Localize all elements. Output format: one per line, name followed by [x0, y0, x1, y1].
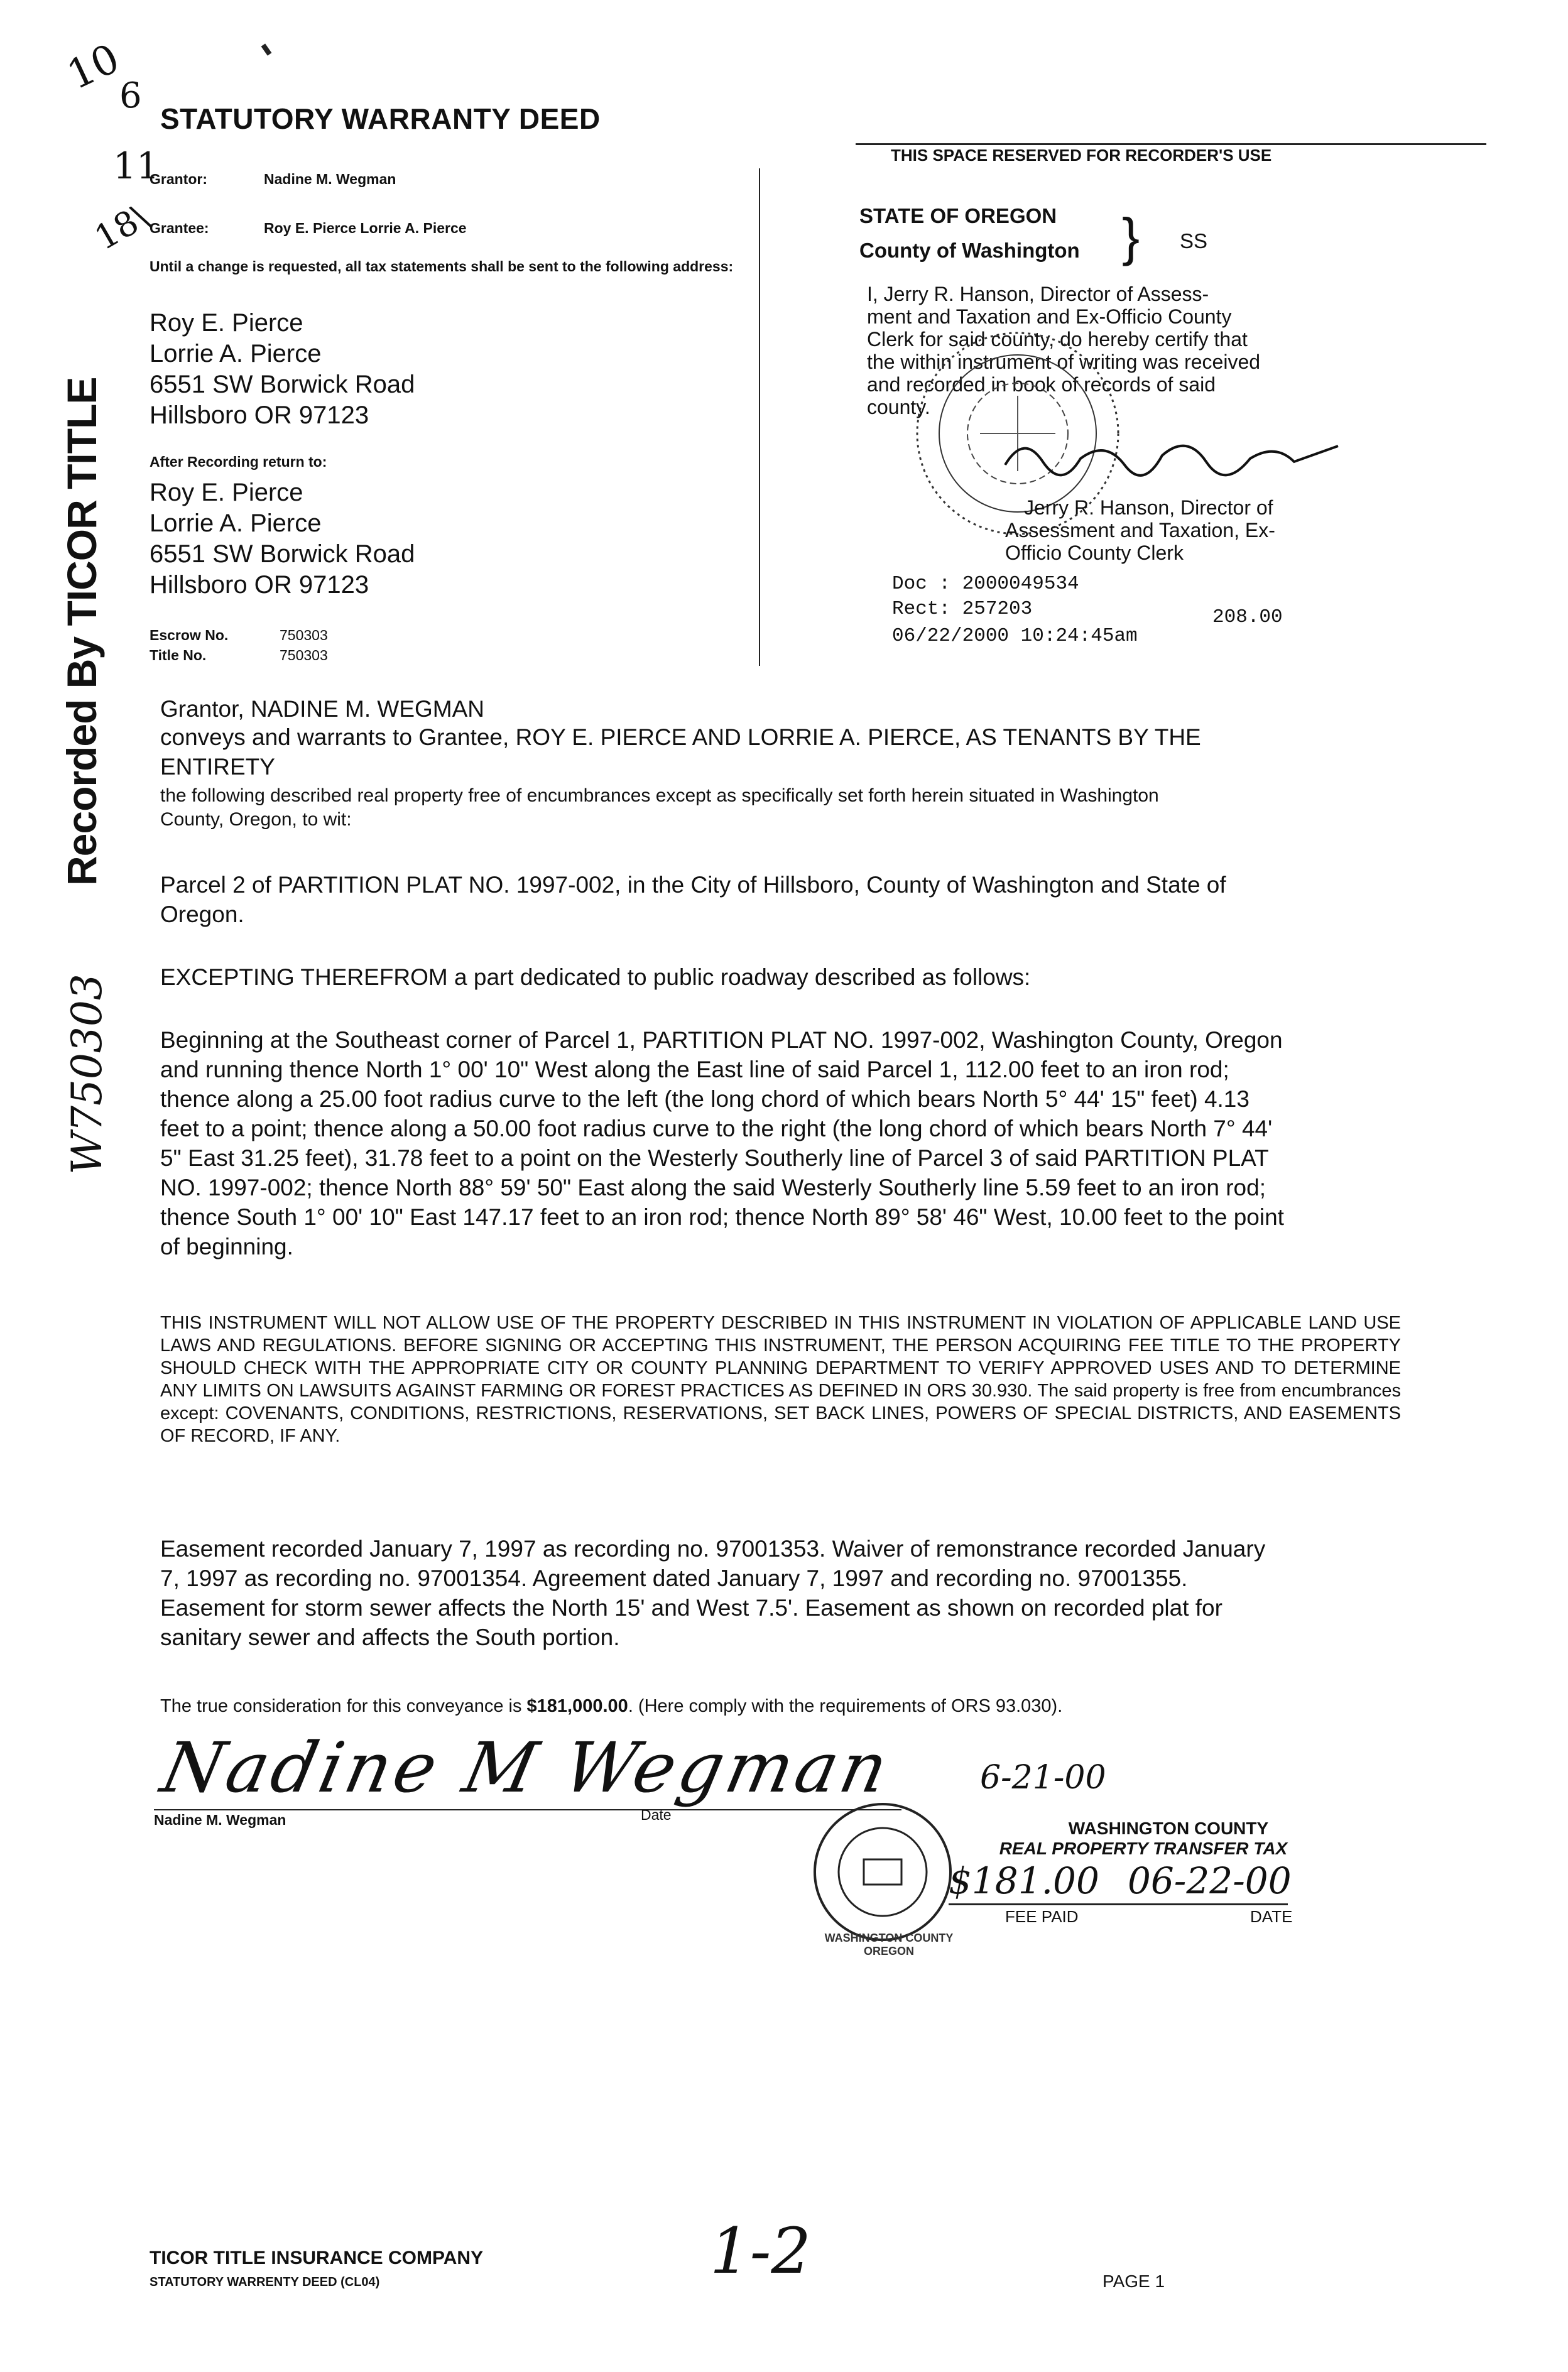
return-address-line: Lorrie A. Pierce: [150, 509, 322, 537]
signature-rule: [154, 1809, 901, 1810]
transfer-tax-seal-text: WASHINGTON COUNTY OREGON: [824, 1932, 954, 1957]
easement-line: 7, 1997 as recording no. 97001354. Agreement dated January 7, 1997 and recording no. 97001355.: [160, 1565, 1188, 1591]
signed-date: 6-21-00: [980, 1759, 1106, 1797]
company-name: TICOR TITLE INSURANCE COMPANY: [150, 2248, 484, 2268]
metes-and-bounds: [160, 1025, 1429, 1261]
brace: }: [1122, 207, 1140, 266]
tax-address-line: Lorrie A. Pierce: [150, 340, 322, 367]
metes-line: feet to a point; thence along a 50.00 foot radius curve to the right (the long chord of which bears North 7° 44': [160, 1116, 1273, 1141]
clerk-title-line: Jerry R. Hanson, Director of: [1024, 496, 1273, 519]
tax-address-line: 6551 SW Borwick Road: [150, 371, 415, 398]
escrow-label: Escrow No.: [150, 627, 229, 643]
cert-line: ment and Taxation and Ex-Officio County: [867, 305, 1232, 328]
land-use-disclaimer: THIS INSTRUMENT WILL NOT ALLOW USE OF THE PROPERTY DESCRIBED IN THIS INSTRUMENT IN VIOLATION OF APPLICABLE LAND USE LAWS AND REGULATIONS. BEFORE SIGNING OR ACCEPTING THIS INSTRUMENT, THE PERSON ACQUIRING FEE TITLE TO THE PROPERTY SHOULD CHECK WITH THE APPROPRIATE CITY OR COUNTY PLANNING DEPARTMENT TO VERIFY APPROVED USES AND TO DETERMINE ANY LIMITS ON LAWSUITS AGAINST FARMING OR FOREST PRACTICES AS DEFINED IN ORS 30.930. The said property is free from encumbrances except: COVENANTS, CONDITIONS, RESTRICTIONS, RESERVATIONS, SET BACK LINES, POWERS OF SPECIAL DISTRICTS, AND EASEMENTS OF RECORD, IF ANY.: [160, 1313, 1401, 1446]
ss-label: SS: [1180, 229, 1208, 253]
document-title: STATUTORY WARRANTY DEED: [160, 102, 601, 135]
transfer-tax-seal-icon: [810, 1800, 955, 1944]
tax-address-line: Roy E. Pierce: [150, 309, 303, 337]
clerk-title: [1005, 496, 1275, 564]
handwritten-page-mark: 1-2: [710, 2214, 812, 2288]
transfer-tax-heading: [955, 1819, 1332, 1859]
metes-line: of beginning.: [160, 1234, 293, 1259]
cert-line: I, Jerry R. Hanson, Director of Assess-: [867, 283, 1209, 305]
tax-address-line: Hillsboro OR 97123: [150, 401, 369, 429]
grantor-statement: Grantor, NADINE M. WEGMAN: [160, 696, 485, 722]
parcel-line: Oregon.: [160, 901, 244, 927]
return-address-line: Roy E. Pierce: [150, 479, 303, 506]
clerk-signature: [999, 427, 1351, 484]
fee-rule: [949, 1903, 1288, 1905]
grantor-label: Grantor:: [150, 171, 207, 187]
margin-note-18: 18\: [88, 196, 155, 258]
signer-name: Nadine M. Wegman: [154, 1812, 286, 1828]
tax-statement-notice: Until a change is requested, all tax statements shall be sent to the following address:: [150, 258, 734, 275]
recording-fee: 208.00: [1212, 606, 1283, 628]
grantee-name: Roy E. Pierce Lorrie A. Pierce: [264, 220, 467, 236]
metes-line: NO. 1997-002; thence North 88° 59' 50" East along the said Westerly Southerly line 5.59 feet to an iron rod;: [160, 1175, 1266, 1200]
parcel-description: [160, 870, 1417, 929]
property-intro-line: County, Oregon, to wit:: [160, 809, 352, 830]
easement-line: sanitary sewer and affects the South portion.: [160, 1624, 620, 1650]
parcel-line: Parcel 2 of PARTITION PLAT NO. 1997-002, in the City of Hillsboro, County of Washington and State of: [160, 872, 1226, 898]
cert-line: and recorded in book of records of said: [867, 373, 1216, 396]
return-address-line: 6551 SW Borwick Road: [150, 540, 415, 568]
property-intro: [160, 784, 1417, 832]
page-number: PAGE 1: [1102, 2271, 1165, 2291]
recorded-by-stamp: [58, 377, 108, 886]
grantee-label: Grantee:: [150, 220, 209, 236]
title-number: 750303: [280, 647, 328, 663]
metes-line: thence along a 25.00 foot radius curve to the left (the long chord of which bears North 5° 44' 15" feet) 4.13: [160, 1086, 1250, 1112]
property-intro-line: the following described real property free of encumbrances except as specifically set forth herein situated in Washington: [160, 785, 1159, 806]
grantor-name: Nadine M. Wegman: [264, 171, 396, 187]
recorder-header-rule: [856, 143, 1486, 145]
transfer-tax-county: WASHINGTON COUNTY: [1068, 1819, 1269, 1838]
doc-number: Doc : 2000049534: [892, 573, 1079, 595]
grantor-signature: Nadine M Wegman: [155, 1727, 898, 1808]
vertical-handwritten-number: [63, 949, 113, 1200]
cert-line: Clerk for said county, do hereby certify that: [867, 328, 1248, 351]
receipt-number: Rect: 257203: [892, 598, 1033, 620]
cert-line: the within instrument of writing was received: [867, 351, 1261, 373]
metes-line: thence South 1° 00' 10" East 147.17 feet to an iron rod; thence North 89° 58' 46" West, 10.00 feet to the point: [160, 1204, 1284, 1230]
clerk-title-line: Officio County Clerk: [1005, 541, 1184, 564]
transfer-tax-fee: $181.00: [949, 1859, 1099, 1902]
conveys-statement: [160, 722, 1417, 781]
metes-line: Beginning at the Southeast corner of Parcel 1, PARTITION PLAT NO. 1997-002, Washington County, Oregon: [160, 1027, 1283, 1053]
fee-date-label: DATE: [1250, 1907, 1293, 1926]
state-label: STATE OF OREGON: [859, 204, 1057, 227]
consideration-suffix: . (Here comply with the requirements of ORS 93.030).: [628, 1696, 1063, 1716]
recorder-reserved-label: THIS SPACE RESERVED FOR RECORDER'S USE: [891, 146, 1272, 165]
title-no-label: Title No.: [150, 647, 207, 663]
easements: [160, 1534, 1429, 1652]
return-to-label: After Recording return to:: [150, 454, 327, 470]
escrow-number: 750303: [280, 627, 328, 643]
recorded-by-stamp-text: Recorded By TICOR TITLE: [58, 377, 105, 886]
margin-note-11: 11: [113, 144, 160, 187]
cert-line: county.: [867, 396, 930, 418]
return-address: [150, 477, 415, 601]
clerk-title-line: Assessment and Taxation, Ex-: [1005, 519, 1275, 541]
easement-line: Easement for storm sewer affects the North 15' and West 7.5'. Easement as shown on recorded plat for: [160, 1595, 1222, 1621]
metes-line: 5" East 31.25 feet), 31.78 feet to a point on the Westerly Southerly line of Parcel 3 of said PARTITION PLAT: [160, 1145, 1269, 1171]
easement-line: Easement recorded January 7, 1997 as recording no. 97001353. Waiver of remonstrance recorded January: [160, 1536, 1266, 1562]
consideration-amount: $181,000.00: [526, 1696, 628, 1716]
consideration-statement: [160, 1696, 1062, 1717]
excepting-clause: EXCEPTING THEREFROM a part dedicated to public roadway described as follows:: [160, 964, 1031, 990]
speck-mark: [261, 43, 272, 55]
conveys-line: conveys and warrants to Grantee, ROY E. PIERCE AND LORRIE A. PIERCE, AS TENANTS BY THE: [160, 724, 1201, 750]
vertical-handwritten-number-text: W750303: [63, 974, 111, 1175]
county-label: County of Washington: [859, 239, 1080, 262]
margin-note-6: 6: [119, 75, 142, 116]
consideration-prefix: The true consideration for this conveyance is: [160, 1696, 527, 1716]
margin-note-10: 10: [60, 35, 127, 99]
transfer-tax-title: REAL PROPERTY TRANSFER TAX: [999, 1839, 1288, 1858]
fee-paid-label: FEE PAID: [1005, 1907, 1079, 1926]
recording-datetime: 06/22/2000 10:24:45am: [892, 625, 1138, 647]
signature-date-label: Date: [641, 1807, 672, 1823]
form-name: STATUTORY WARRENTY DEED (CL04): [150, 2275, 380, 2289]
column-divider: [759, 168, 760, 666]
metes-line: and running thence North 1° 00' 10" West along the East line of said Parcel 1, 112.00 feet to an iron rod;: [160, 1057, 1229, 1082]
return-address-line: Hillsboro OR 97123: [150, 571, 369, 599]
transfer-tax-date: 06-22-00: [1128, 1859, 1292, 1902]
tax-address: [150, 308, 415, 431]
conveys-line: ENTIRETY: [160, 754, 275, 780]
